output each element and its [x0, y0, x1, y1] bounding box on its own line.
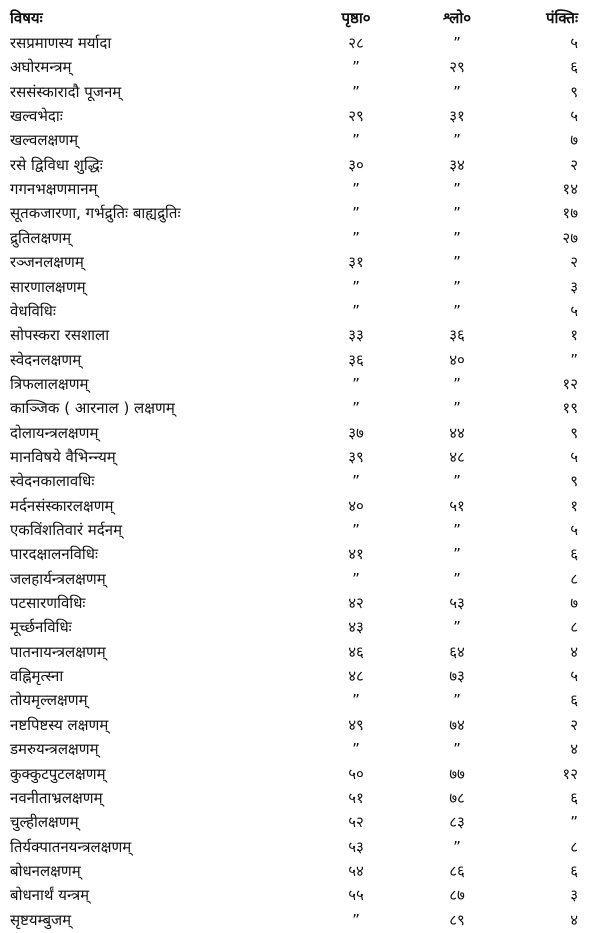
- table-row: [0, 859, 600, 883]
- row-shloka: ”: [453, 618, 461, 637]
- table-row: [0, 713, 600, 737]
- header-shloka: श्लो०: [442, 9, 472, 27]
- row-subject: तिर्यक्पातनयन्त्रलक्षणम्: [10, 837, 132, 856]
- row-line: ७: [570, 131, 578, 150]
- row-line: १४: [562, 180, 578, 199]
- row-subject: बोधनलक्षणम्: [10, 861, 81, 880]
- row-shloka: ”: [453, 399, 461, 418]
- row-shloka: ”: [453, 545, 461, 564]
- table-row: [0, 250, 600, 274]
- row-shloka: ”: [453, 374, 461, 393]
- row-line: ५: [570, 107, 578, 126]
- table-row: [0, 810, 600, 834]
- row-subject: रसप्रमाणस्य मर्यादा: [10, 34, 112, 52]
- row-page: ”: [352, 910, 360, 929]
- table-row: [0, 640, 600, 664]
- row-page: ५५: [348, 886, 364, 905]
- row-line: ६: [570, 788, 578, 807]
- row-shloka: ४०: [449, 350, 465, 369]
- row-subject: कुक्कुटपुटलक्षणम्: [10, 764, 106, 783]
- row-subject: गगनभक्षणमानम्: [10, 180, 98, 199]
- table-row: [0, 883, 600, 907]
- row-page: ४८: [348, 667, 364, 686]
- table-row: [0, 445, 600, 469]
- row-page: ५३: [348, 837, 364, 856]
- row-subject: पटसारणविधिः: [10, 594, 86, 613]
- row-shloka: ३४: [449, 155, 465, 174]
- table-row: [0, 615, 600, 639]
- row-subject: बोधनार्थं यन्त्रम्: [10, 886, 90, 905]
- table-row: [0, 591, 600, 615]
- row-line: ४: [570, 642, 578, 661]
- row-page: २८: [348, 34, 364, 52]
- table-row: [0, 494, 600, 518]
- row-subject: सोपस्करा रसशाला: [10, 326, 110, 345]
- row-page: ४२: [348, 594, 364, 613]
- row-page: ५२: [348, 813, 364, 832]
- row-line: ३: [570, 886, 578, 905]
- row-subject: रसे द्विविधा शुद्धिः: [10, 155, 103, 174]
- row-subject: तोयमृल्लक्षणम्: [10, 691, 88, 710]
- row-line: ९: [570, 472, 578, 491]
- row-shloka: ८७: [449, 886, 465, 905]
- row-subject: चुल्हीलक्षणम्: [10, 813, 79, 832]
- row-page: ५०: [348, 764, 364, 783]
- row-page: ४६: [348, 642, 364, 661]
- row-subject: एकविंशतिवारं मर्दनम्: [10, 521, 123, 539]
- row-shloka: ”: [453, 301, 461, 320]
- table-row: [0, 542, 600, 566]
- row-shloka: ”: [453, 740, 461, 759]
- row-page: ३१: [348, 253, 364, 272]
- row-page: ३६: [348, 350, 364, 369]
- row-line: ४: [570, 740, 578, 759]
- row-line: २: [570, 155, 578, 174]
- row-line: २: [570, 715, 578, 734]
- row-page: ४०: [348, 496, 364, 515]
- row-line: ५: [570, 521, 578, 539]
- row-page: ४१: [348, 545, 364, 564]
- table-row: [0, 275, 600, 299]
- row-shloka: ”: [453, 180, 461, 199]
- row-page: ”: [352, 131, 360, 150]
- row-shloka: ”: [453, 569, 461, 588]
- row-shloka: ८६: [449, 861, 465, 880]
- table-row: [0, 396, 600, 420]
- table-row: [0, 908, 600, 932]
- row-subject: मर्दनसंस्कारलक्षणम्: [10, 496, 114, 515]
- row-line: ”: [570, 350, 578, 369]
- row-line: ६: [570, 861, 578, 880]
- row-line: ५: [570, 301, 578, 320]
- row-page: ”: [352, 277, 360, 296]
- row-line: ६: [570, 58, 578, 77]
- table-row: [0, 201, 600, 225]
- row-page: ”: [352, 58, 360, 77]
- row-page: ”: [352, 472, 360, 491]
- table-row: [0, 226, 600, 250]
- row-shloka: ६४: [449, 642, 465, 661]
- table-row: [0, 835, 600, 859]
- row-subject: रससंस्कारादौ पूजनम्: [10, 82, 122, 101]
- row-subject: त्रिफलालक्षणम्: [10, 374, 89, 393]
- row-subject: मानविषये वैभिन्न्यम्: [10, 447, 116, 466]
- row-page: ”: [352, 204, 360, 223]
- row-shloka: ”: [453, 253, 461, 272]
- row-page: ४९: [348, 715, 364, 734]
- row-line: १९: [562, 399, 578, 418]
- row-page: ३३: [348, 326, 364, 345]
- row-page: ”: [352, 82, 360, 101]
- row-subject: स्वेदनकालावधिः: [10, 472, 95, 491]
- header-line: पंक्तिः: [545, 9, 578, 27]
- row-shloka: ”: [453, 228, 461, 247]
- row-page: ”: [352, 301, 360, 320]
- row-page: ५४: [348, 861, 364, 880]
- row-subject: नष्टपिष्टस्य लक्षणम्: [10, 715, 109, 734]
- row-subject: अघोरमन्त्रम्: [10, 58, 72, 77]
- row-shloka: २९: [449, 58, 465, 77]
- row-page: ”: [352, 740, 360, 759]
- row-line: १७: [562, 204, 578, 223]
- row-page: ”: [352, 521, 360, 539]
- row-line: ४: [570, 910, 578, 929]
- row-line: १: [570, 326, 578, 345]
- table-row: [0, 80, 600, 104]
- row-shloka: ८९: [449, 910, 465, 929]
- row-shloka: ”: [453, 277, 461, 296]
- table-row: [0, 348, 600, 372]
- row-line: ८: [570, 618, 578, 637]
- row-shloka: ७८: [449, 788, 465, 807]
- row-line: ३: [570, 277, 578, 296]
- row-subject: काञ्जिक ( आरनाल ) लक्षणम्: [10, 399, 175, 418]
- table-row: [0, 299, 600, 323]
- row-line: १२: [562, 374, 578, 393]
- table-row: [0, 128, 600, 152]
- row-shloka: ७७: [449, 764, 465, 783]
- table-row: [0, 104, 600, 128]
- row-subject: रञ्जनलक्षणम्: [10, 253, 84, 272]
- row-page: २९: [348, 107, 364, 126]
- row-line: ५: [570, 667, 578, 686]
- row-page: ”: [352, 228, 360, 247]
- row-line: ६: [570, 691, 578, 710]
- row-page: ३७: [348, 423, 364, 442]
- row-subject: दोलायन्त्रलक्षणम्: [10, 423, 99, 442]
- row-subject: डमरुयन्त्रलक्षणम्: [10, 740, 99, 759]
- row-page: ३९: [348, 447, 364, 466]
- row-line: २: [570, 253, 578, 272]
- row-subject: पारदक्षालनविधिः: [10, 545, 99, 564]
- row-subject: खल्वभेदाः: [10, 107, 63, 126]
- row-line: १: [570, 496, 578, 515]
- row-line: ८: [570, 837, 578, 856]
- header-subject: विषयः: [10, 9, 43, 27]
- row-shloka: ८३: [449, 813, 465, 832]
- row-page: ”: [352, 374, 360, 393]
- row-shloka: ५३: [449, 594, 465, 613]
- row-page: ”: [352, 180, 360, 199]
- row-shloka: ”: [453, 691, 461, 710]
- row-subject: सूतकजारणा, गर्भद्रुतिः बाह्यद्रुतिः: [10, 204, 181, 223]
- row-page: ५१: [348, 788, 364, 807]
- row-line: ”: [570, 813, 578, 832]
- row-shloka: ”: [453, 131, 461, 150]
- table-row: [0, 518, 600, 542]
- row-subject: द्रुतिलक्षणम्: [10, 228, 72, 247]
- row-subject: जलहार्यन्त्रलक्षणम्: [10, 569, 106, 588]
- row-line: ५: [570, 447, 578, 466]
- table-row: [0, 323, 600, 347]
- row-subject: मूर्च्छनविधिः: [10, 618, 72, 637]
- row-shloka: ४८: [449, 447, 465, 466]
- table-row: [0, 567, 600, 591]
- row-line: ७: [570, 594, 578, 613]
- table-row: [0, 688, 600, 712]
- table-row: [0, 153, 600, 177]
- row-shloka: ”: [453, 837, 461, 856]
- row-page: ”: [352, 691, 360, 710]
- row-shloka: ३१: [449, 107, 465, 126]
- row-line: ६: [570, 545, 578, 564]
- header-page: पृष्ठा०: [341, 9, 371, 27]
- row-line: ८: [570, 569, 578, 588]
- row-subject: स्वेदनलक्षणम्: [10, 350, 82, 369]
- row-subject: वेधविधिः: [10, 301, 56, 320]
- row-shloka: ”: [453, 521, 461, 539]
- row-line: ९: [570, 423, 578, 442]
- table-row: [0, 786, 600, 810]
- table-header: [0, 6, 600, 30]
- row-subject: वह्निमृत्स्ना: [10, 667, 64, 686]
- row-shloka: ”: [453, 472, 461, 491]
- row-shloka: ३६: [449, 326, 465, 345]
- table-row: [0, 177, 600, 201]
- row-line: २७: [562, 228, 578, 247]
- row-page: ४३: [348, 618, 364, 637]
- table-row: [0, 469, 600, 493]
- row-page: ”: [352, 569, 360, 588]
- row-shloka: ७४: [449, 715, 465, 734]
- row-line: ९: [570, 82, 578, 101]
- row-subject: सारणालक्षणम्: [10, 277, 86, 296]
- table-row: [0, 55, 600, 79]
- row-page: ३०: [348, 155, 364, 174]
- table-row: [0, 372, 600, 396]
- row-line: ५: [570, 34, 578, 52]
- row-shloka: ४४: [449, 423, 465, 442]
- row-shloka: ७३: [449, 667, 465, 686]
- row-shloka: ”: [453, 204, 461, 223]
- table-row: [0, 737, 600, 761]
- row-subject: सृष्टयम्बुजम्: [10, 910, 72, 929]
- table-row: [0, 31, 600, 55]
- row-subject: नवनीताभ्रलक्षणम्: [10, 788, 103, 807]
- table-row: [0, 664, 600, 688]
- row-shloka: ”: [453, 34, 461, 52]
- row-shloka: ”: [453, 82, 461, 101]
- table-row: [0, 762, 600, 786]
- row-subject: पातनायन्त्रलक्षणम्: [10, 642, 106, 661]
- table-row: [0, 421, 600, 445]
- row-page: ”: [352, 399, 360, 418]
- row-shloka: ५१: [449, 496, 465, 515]
- row-line: १२: [562, 764, 578, 783]
- row-subject: खल्वलक्षणम्: [10, 131, 79, 150]
